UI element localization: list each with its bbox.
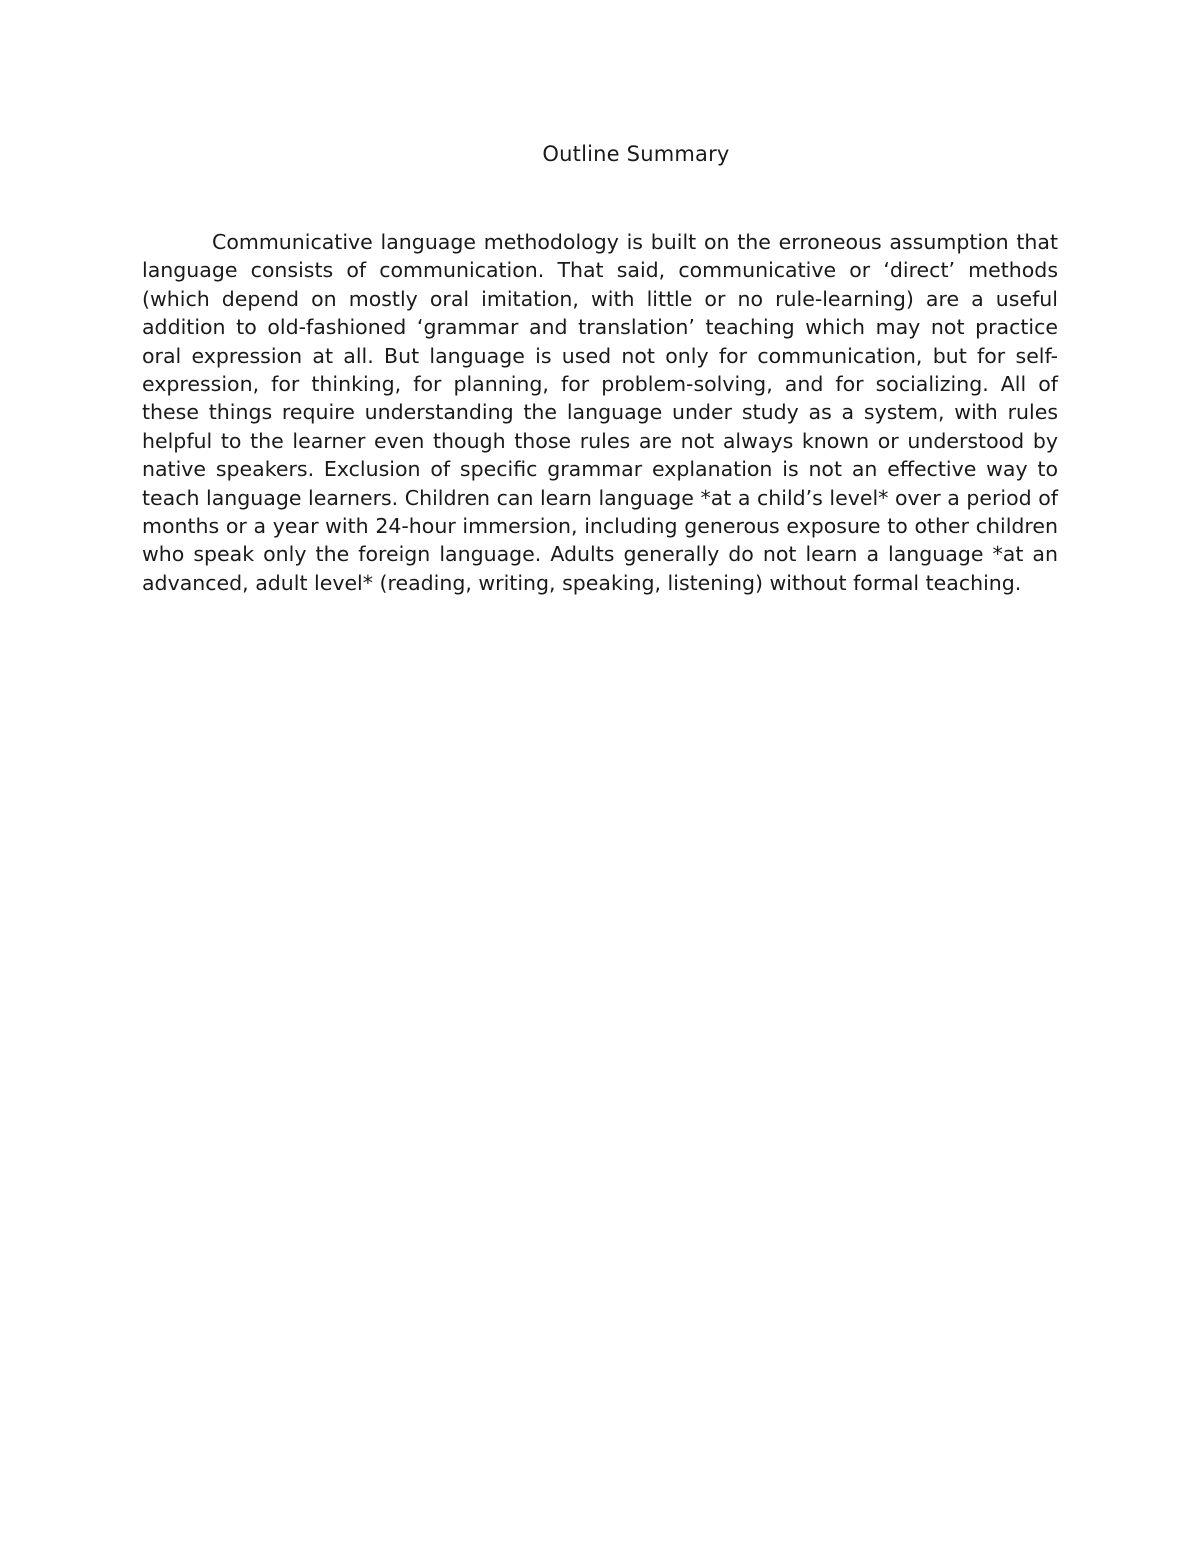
document-title: Outline Summary (542, 142, 730, 166)
body-paragraph: Communicative language methodology is built on the erroneous assumption that language consists of communication. That said, communicative or ‘direct’ methods (which depend on mostly oral imitation, with little or no rule-learning) are a useful addition to old-fashioned ‘grammar and translation’ teaching which may not practice oral expression at all. But language is used not only for communication, but for self-expression, for thinking, for planning, for problem-solving, and for socializing. All of these things require understanding the language under study as a system, with rules helpful to the learner even though those rules are not always known or understood by native speakers. Exclusion of specific grammar explanation is not an effective way to teach language learners. Children can learn language *at a child’s level* over a period of months or a year with 24-hour immersion, including generous exposure to other children who speak only the foreign language. Adults generally do not learn a language *at an advanced, adult level* (reading, writing, speaking, listening) without formal teaching. (142, 230, 1058, 595)
